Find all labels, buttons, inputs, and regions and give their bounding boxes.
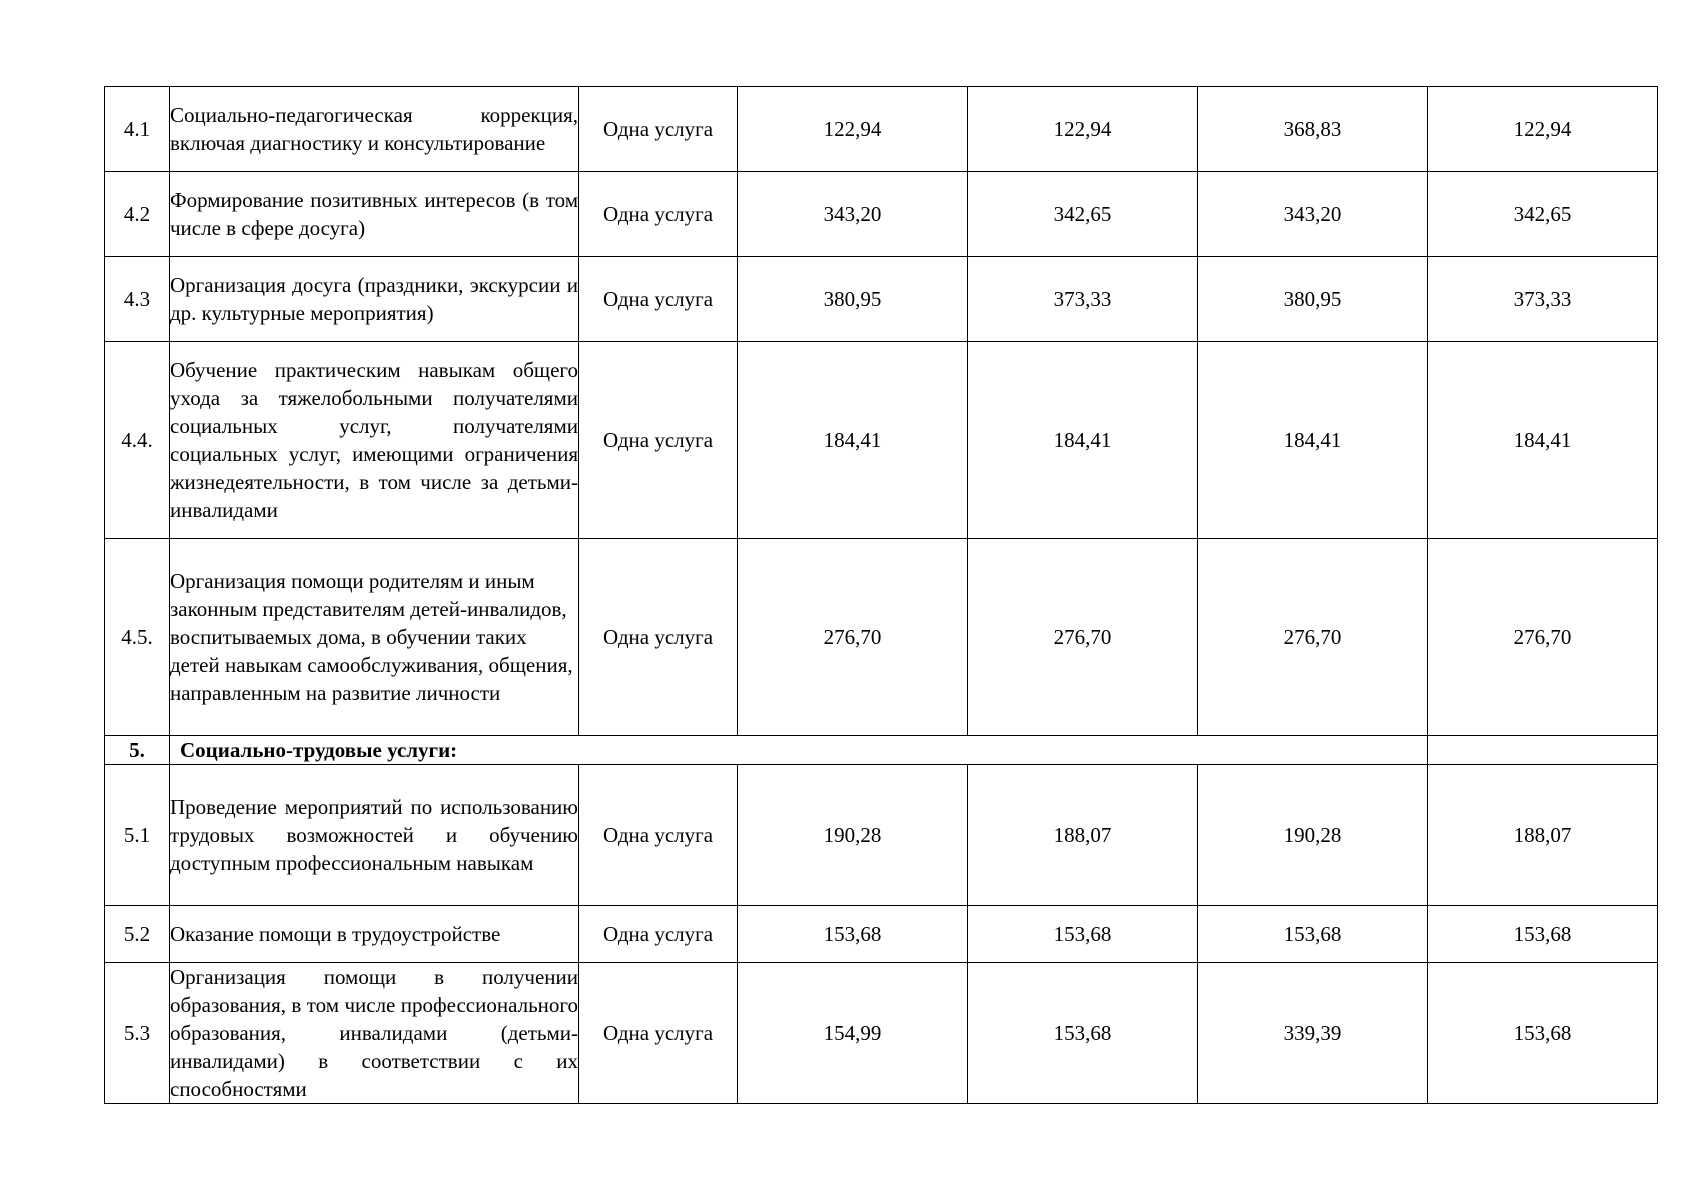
section-title: Социально-трудовые услуги: — [170, 736, 1428, 765]
price-value-2: 373,33 — [968, 257, 1198, 342]
price-value-1: 190,28 — [738, 765, 968, 906]
price-value-2: 153,68 — [968, 906, 1198, 963]
price-value-4: 373,33 — [1428, 257, 1658, 342]
service-name: Проведение мероприятий по использованию трудовых возможностей и обучению доступным профессиональным навыкам — [170, 765, 579, 906]
price-value-3: 380,95 — [1198, 257, 1428, 342]
price-value-2: 122,94 — [968, 87, 1198, 172]
table-row — [105, 87, 1658, 172]
price-value-2: 276,70 — [968, 539, 1198, 736]
service-unit: Одна услуга — [579, 87, 738, 172]
price-value-4: 276,70 — [1428, 539, 1658, 736]
service-name: Формирование позитивных интересов (в том числе в сфере досуга) — [170, 172, 579, 257]
service-unit: Одна услуга — [579, 257, 738, 342]
service-unit: Одна услуга — [579, 963, 738, 1104]
price-value-4: 342,65 — [1428, 172, 1658, 257]
price-value-1: 154,99 — [738, 963, 968, 1104]
table-row — [105, 906, 1658, 963]
row-number: 4.3 — [105, 257, 170, 342]
service-name: Обучение практическим навыкам общего ухода за тяжелобольными получателями социальных услуг, получателями социальных услуг, имеющими ограничения жизнедеятельности, в том числе за детьми-инвалидами — [170, 342, 579, 539]
price-value-2: 188,07 — [968, 765, 1198, 906]
price-value-4: 122,94 — [1428, 87, 1658, 172]
empty-cell — [1428, 736, 1658, 765]
price-value-3: 343,20 — [1198, 172, 1428, 257]
table-row — [105, 765, 1658, 906]
service-unit: Одна услуга — [579, 906, 738, 963]
table-row — [105, 257, 1658, 342]
service-name: Организация помощи родителям и иным законным представителям детей-инвалидов, воспитываемых дома, в обучении таких детей навыкам самообслуживания, общения, направленным на развитие личности — [170, 539, 579, 736]
section-number: 5. — [105, 736, 170, 765]
price-value-3: 368,83 — [1198, 87, 1428, 172]
price-value-1: 184,41 — [738, 342, 968, 539]
table-row — [105, 172, 1658, 257]
row-number: 4.5. — [105, 539, 170, 736]
service-name: Организация помощи в получении образования, в том числе профессионального образования, инвалидами (детьми-инвалидами) в соответствии с их способностями — [170, 963, 579, 1104]
price-value-4: 153,68 — [1428, 906, 1658, 963]
tariff-table — [104, 86, 1658, 1104]
price-value-3: 339,39 — [1198, 963, 1428, 1104]
price-value-4: 184,41 — [1428, 342, 1658, 539]
price-value-4: 188,07 — [1428, 765, 1658, 906]
price-value-1: 276,70 — [738, 539, 968, 736]
price-value-3: 190,28 — [1198, 765, 1428, 906]
price-value-2: 184,41 — [968, 342, 1198, 539]
row-number: 4.4. — [105, 342, 170, 539]
price-value-1: 343,20 — [738, 172, 968, 257]
row-number: 5.1 — [105, 765, 170, 906]
row-number: 4.1 — [105, 87, 170, 172]
price-value-3: 184,41 — [1198, 342, 1428, 539]
price-value-3: 276,70 — [1198, 539, 1428, 736]
service-name: Социально-педагогическая коррекция, включая диагностику и консультирование — [170, 87, 579, 172]
row-number: 5.3 — [105, 963, 170, 1104]
price-value-1: 153,68 — [738, 906, 968, 963]
price-value-1: 122,94 — [738, 87, 968, 172]
price-value-3: 153,68 — [1198, 906, 1428, 963]
service-unit: Одна услуга — [579, 539, 738, 736]
table-row — [105, 539, 1658, 736]
price-value-4: 153,68 — [1428, 963, 1658, 1104]
service-unit: Одна услуга — [579, 765, 738, 906]
service-unit: Одна услуга — [579, 172, 738, 257]
price-value-1: 380,95 — [738, 257, 968, 342]
row-number: 4.2 — [105, 172, 170, 257]
table-row — [105, 342, 1658, 539]
price-value-2: 153,68 — [968, 963, 1198, 1104]
service-name: Оказание помощи в трудоустройстве — [170, 906, 579, 963]
service-unit: Одна услуга — [579, 342, 738, 539]
price-value-2: 342,65 — [968, 172, 1198, 257]
section-header-row — [105, 736, 1658, 765]
row-number: 5.2 — [105, 906, 170, 963]
service-name: Организация досуга (праздники, экскурсии и др. культурные мероприятия) — [170, 257, 579, 342]
table-row — [105, 963, 1658, 1104]
